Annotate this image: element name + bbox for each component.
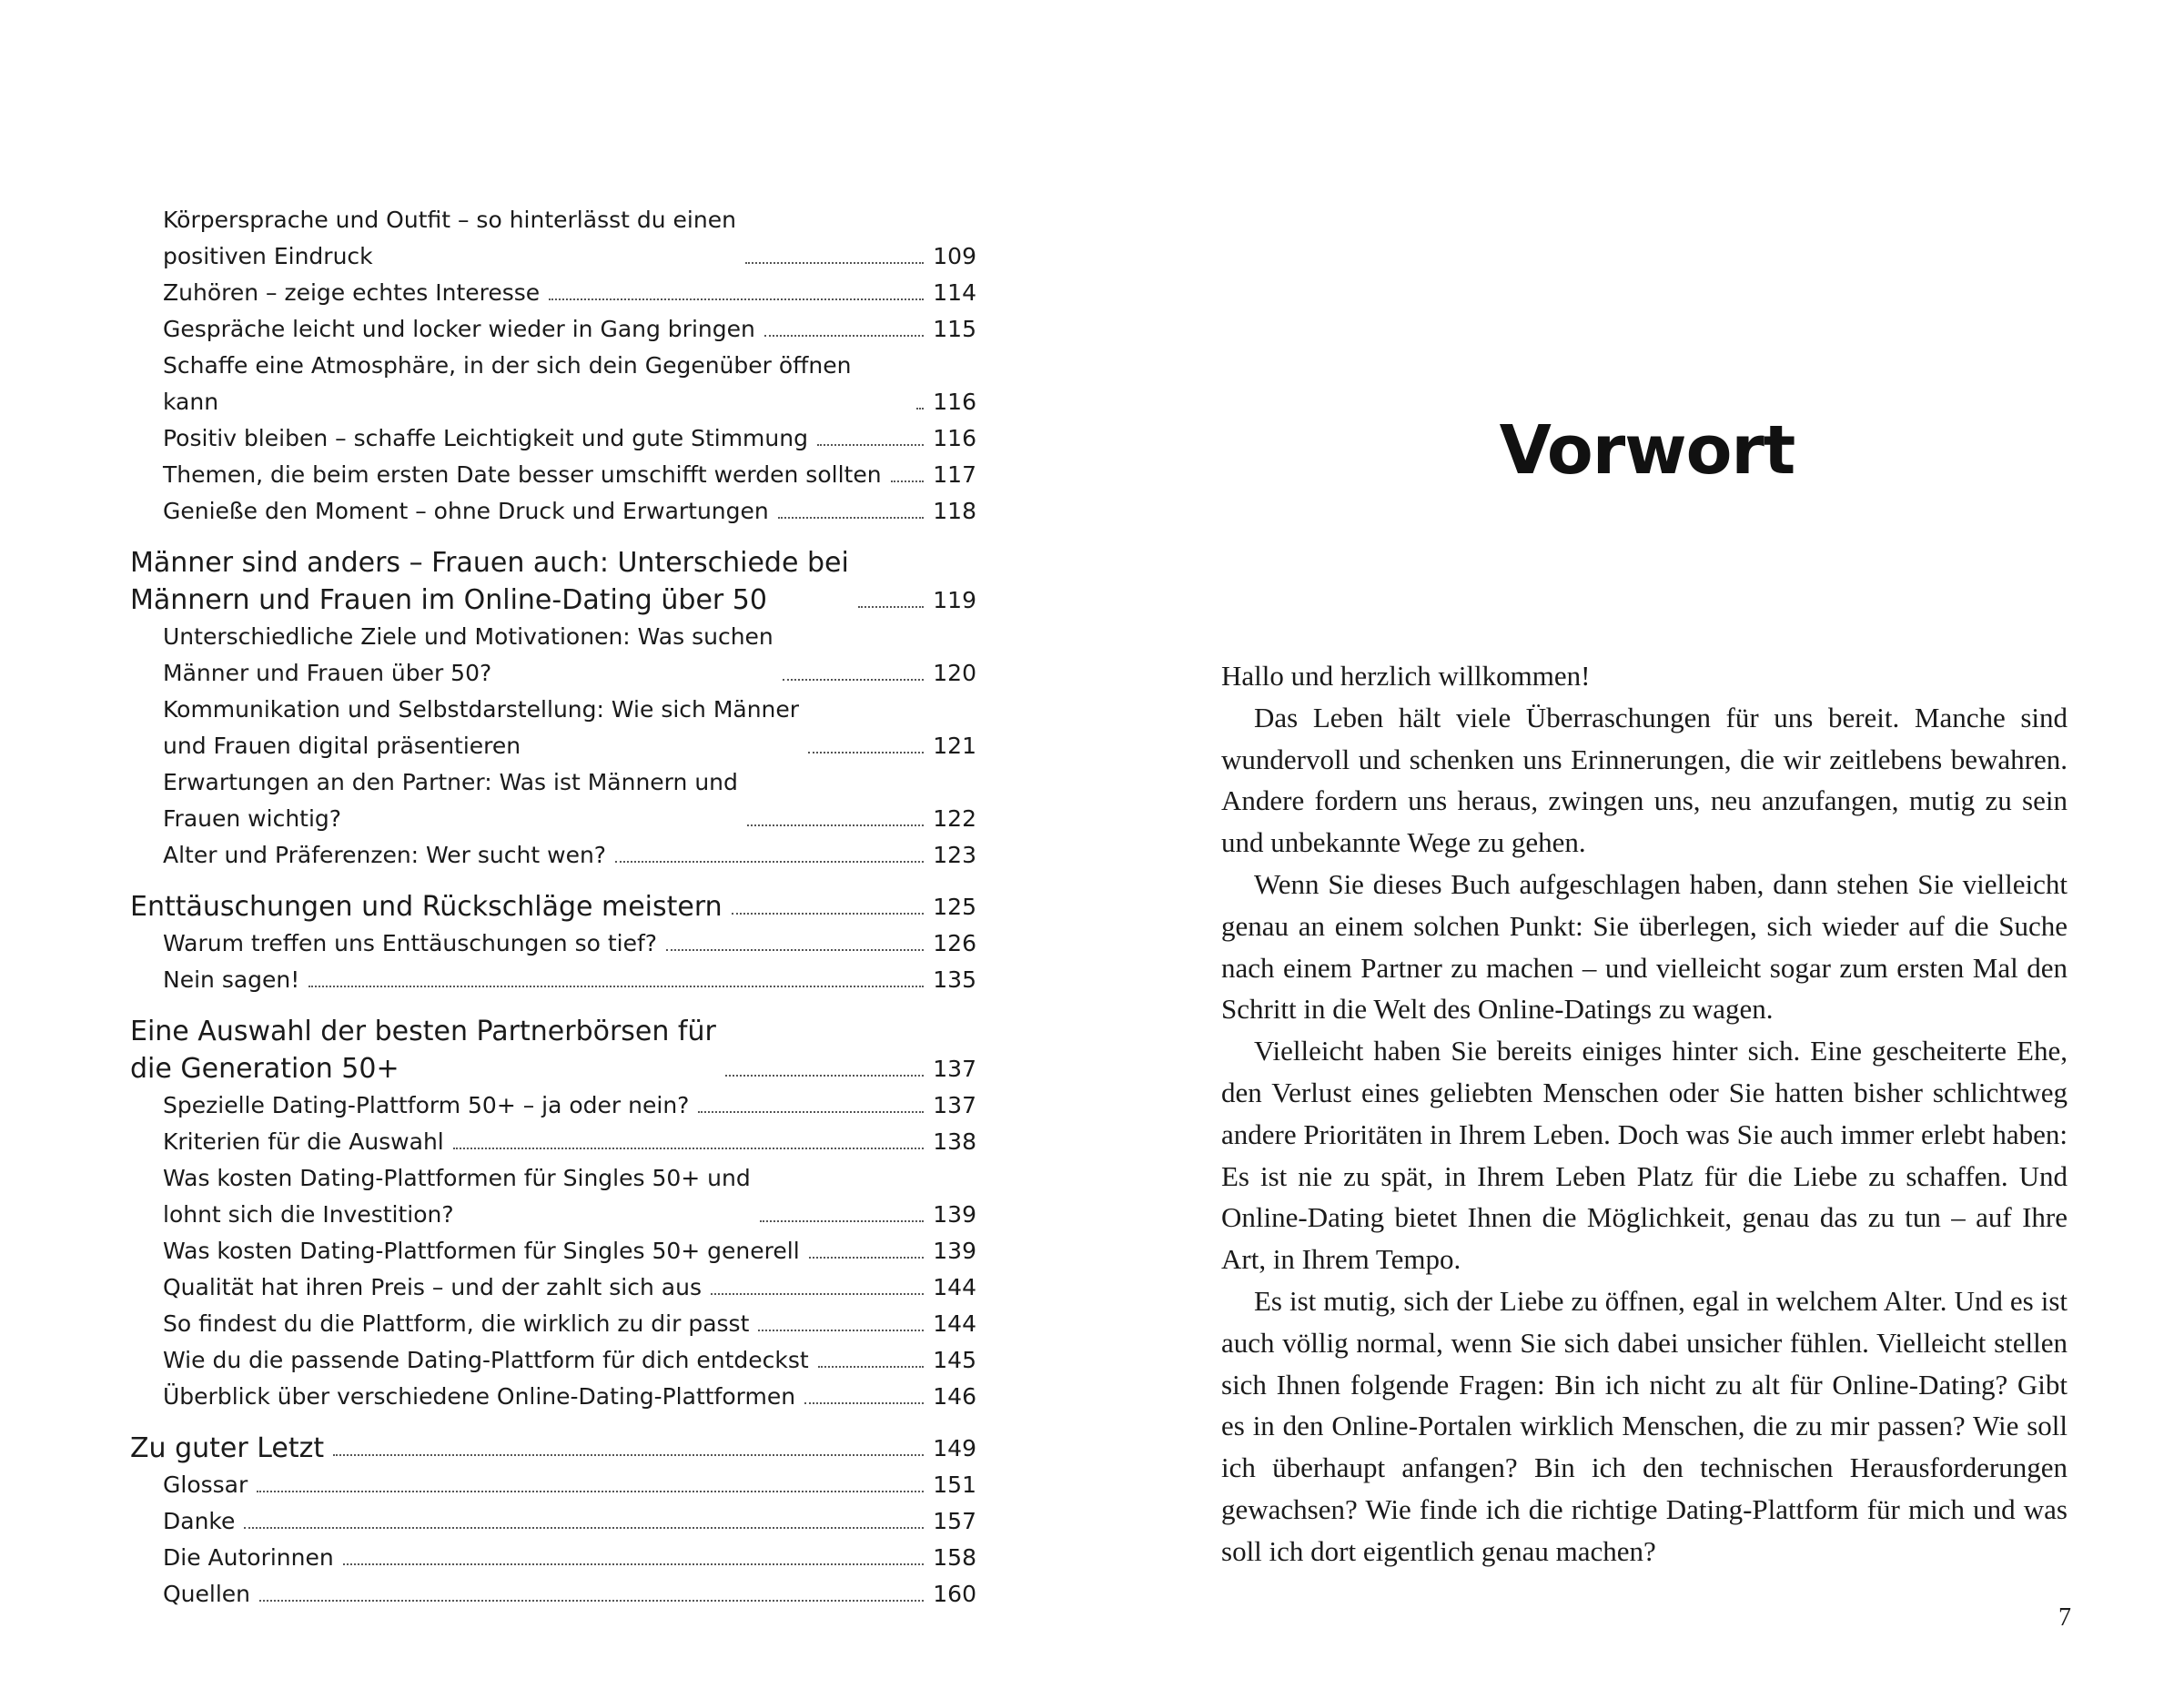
toc-subentry [130,1124,976,1160]
toc-page-number: 151 [933,1471,976,1498]
toc-page-number: 115 [933,316,976,342]
toc-subentry [130,202,976,275]
toc-entry-title-line: Zu guter Letzt [130,1432,325,1464]
toc-entry-title [163,1087,689,1124]
toc-leader-dots [818,1366,925,1368]
toc-leader-dots [808,752,924,753]
table-of-contents [130,202,976,1613]
toc-entry-title [163,457,882,493]
toc-entry-title-line: Frauen wichtig? [163,805,342,832]
toc-subentry [130,1269,976,1306]
toc-page-number: 126 [933,930,976,956]
toc-leader-dots [666,949,924,951]
toc-subentry [130,1379,976,1415]
toc-leader-dots [747,824,924,826]
toc-entry-title-line: Themen, die beim ersten Date besser umschifft werden sollten [163,461,882,488]
toc-subentry [130,1306,976,1342]
toc-section [130,888,976,998]
toc-subentry [130,619,976,692]
toc-entry-title-line: Schaffe eine Atmosphäre, in der sich dein Gegenüber öffnen kann [163,352,852,415]
toc-leader-dots [764,335,924,337]
toc-page-number: 158 [933,1544,976,1571]
toc-subentry [130,1233,976,1269]
toc-page-number: 117 [933,461,976,488]
toc-entry-title [163,837,606,874]
toc-entry-title-line: Zuhören – zeige echtes Interesse [163,279,541,306]
toc-page-number: 114 [933,279,976,306]
toc-subentry [130,348,976,420]
toc-entry-title [130,1013,716,1087]
toc-entry-title-line: Qualität hat ihren Preis – und der zahlt sich aus [163,1274,702,1300]
chapter-title: Vorwort [1499,411,1795,490]
toc-subentry [130,962,976,998]
toc-page-number: 125 [933,894,976,920]
toc-page-number: 120 [933,660,976,686]
toc-page-number: 121 [933,733,976,759]
toc-entry-title-line: Danke [163,1508,236,1534]
toc-page-number: 160 [933,1581,976,1607]
toc-leader-dots [809,1257,925,1259]
toc-entry-title-line: die Generation 50+ [130,1053,399,1085]
toc-leader-dots [891,480,925,482]
toc-entry-title [130,544,849,619]
toc-entry-title-line: Wie du die passende Dating-Plattform für dich entdeckst [163,1347,809,1373]
toc-entry-title [163,692,799,764]
toc-leader-dots [259,1600,924,1602]
toc-page-number: 157 [933,1508,976,1534]
toc-entry-title [163,420,808,457]
toc-page-number: 138 [933,1128,976,1155]
toc-entry-title-line: Kommunikation und Selbstdarstellung: Wie sich Männer [163,696,800,723]
toc-entry-title [130,888,723,925]
toc-entry-title [163,311,755,348]
toc-subentry [130,1160,976,1233]
toc-entry-title [130,1430,324,1467]
toc-chapter-entry [130,888,976,925]
toc-leader-dots [804,1402,924,1404]
toc-leader-dots [817,444,924,446]
toc-subentry [130,1087,976,1124]
body-paragraph: Das Leben hält viele Überraschungen für uns bereit. Manche sind wundervoll und schenken uns Erinnerungen, die wir zeitlebens bewahren. Andere fordern uns heraus, zwingen uns, neu anzufangen, mutig zu sein und unbekannte Wege zu gehen. [1221,701,2068,859]
toc-entry-title-line: Erwartungen an den Partner: Was ist Männern und [163,769,738,795]
toc-entry-title [163,1160,751,1233]
toc-subentry [130,493,976,530]
toc-subentry [130,1503,976,1540]
toc-entry-title-line: Was kosten Dating-Plattformen für Singles 50+ und [163,1165,751,1191]
toc-leader-dots [257,1491,924,1492]
toc-page-number: 137 [933,1092,976,1118]
toc-subentry [130,457,976,493]
toc-page-number: 135 [933,966,976,993]
toc-entry-title [163,275,540,311]
toc-subentry [130,1540,976,1576]
toc-leader-dots [732,913,925,915]
toc-leader-dots [453,1148,925,1149]
toc-leader-dots [615,861,924,863]
body-paragraph: Vielleicht haben Sie bereits einiges hinter sich. Eine gescheiterte Ehe, den Verlust eines geliebten Menschen oder Sie hatten bisher schlichtweg andere Prioritäten in Ihrem Leben. Doch was Sie auch immer erlebt haben: Es ist nie zu spät, in Ihrem Leben Platz für die Liebe zu schaffen. Und Online-Dating bietet Ihnen die Möglichkeit, genau das zu tun – auf Ihre Art, in Ihrem Tempo. [1221,1035,2068,1276]
toc-entry-title [163,1124,444,1160]
toc-entry-title-line: lohnt sich die Investition? [163,1201,454,1228]
toc-entry-title-line: Alter und Präferenzen: Wer sucht wen? [163,842,607,868]
toc-entry-title-line: Genieße den Moment – ohne Druck und Erwartungen [163,498,769,524]
toc-entry-title-line: Nein sagen! [163,966,300,993]
toc-entry-title-line: Männer sind anders – Frauen auch: Unterschiede bei [130,547,849,579]
toc-section [130,1430,976,1613]
toc-entry-title-line: und Frauen digital präsentieren [163,733,521,759]
toc-subentry [130,311,976,348]
toc-entry-title-line: Spezielle Dating-Plattform 50+ – ja oder nein? [163,1092,690,1118]
toc-entry-title [163,348,907,420]
toc-leader-dots [343,1563,925,1565]
toc-subentry [130,420,976,457]
toc-page-number: 139 [933,1238,976,1264]
toc-leader-dots [308,986,924,987]
toc-entry-title-line: Was kosten Dating-Plattformen für Singles 50+ generell [163,1238,800,1264]
toc-leader-dots [244,1527,924,1529]
toc-entry-title-line: Warum treffen uns Enttäuschungen so tief? [163,930,658,956]
toc-entry-title-line: Eine Auswahl der besten Partnerbörsen für [130,1016,716,1047]
toc-entry-title [163,962,299,998]
toc-subentry [130,925,976,962]
toc-entry-title-line: Gespräche leicht und locker wieder in Gang bringen [163,316,755,342]
toc-page-number: 139 [933,1201,976,1228]
toc-entry-title-line: Überblick über verschiedene Online-Dating-Plattformen [163,1383,796,1410]
toc-chapter-entry [130,544,976,619]
toc-entry-title [163,1540,334,1576]
toc-page-number: 145 [933,1347,976,1373]
toc-page-number: 144 [933,1310,976,1337]
toc-entry-title-line: Körpersprache und Outfit – so hinterlässt du einen [163,207,736,233]
toc-entry-title [163,1576,250,1613]
toc-leader-dots [549,298,924,300]
toc-entry-title-line: Quellen [163,1581,251,1607]
toc-leader-dots [333,1454,924,1456]
toc-entry-title-line: Unterschiedliche Ziele und Motivationen: Was suchen [163,623,774,650]
toc-page-number: 122 [933,805,976,832]
toc-subentry [130,764,976,837]
toc-entry-title [163,493,769,530]
toc-entry-title [163,1342,809,1379]
toc-entry-title-line: Männern und Frauen im Online-Dating über 50 [130,584,767,616]
toc-page-number: 123 [933,842,976,868]
body-paragraph: Es ist mutig, sich der Liebe zu öffnen, egal in welchem Alter. Und es ist auch völlig normal, wenn Sie sich dabei unsicher fühlen. Vielleicht stellen sich Ihnen folgende Fragen: Bin ich nicht zu alt für Online-Dating? Gibt es in den Online-Portalen wirklich Menschen, die zu mir passen? Wie soll ich überhaupt anfangen? Bin ich den technischen Herausforderungen gewachsen? Wie finde ich die richtige Dating-Plattform für mich und was soll ich dort eigentlich genau machen? [1221,1284,2068,1567]
toc-page-number: 116 [933,425,976,451]
toc-leader-dots [783,679,925,681]
toc-entry-title [163,1467,248,1503]
page-number: 7 [2058,1603,2071,1632]
body-paragraph: Wenn Sie dieses Buch aufgeschlagen haben, dann stehen Sie vielleicht genau an einem solchen Punkt: Sie überlegen, sich wieder auf die Suche nach einem Partner zu machen – und vielleicht sogar zum ersten Mal den Schritt in die Welt des Online-Datings zu wagen. [1221,867,2068,1026]
toc-entry-title [163,1306,749,1342]
toc-subentry [130,275,976,311]
toc-subentry [130,692,976,764]
toc-leader-dots [778,517,925,519]
toc-chapter-entry [130,1013,976,1087]
toc-entry-title [163,764,738,837]
toc-entry-title-line: Enttäuschungen und Rückschläge meistern [130,891,723,923]
toc-chapter-entry [130,1430,976,1467]
toc-section [130,544,976,874]
toc-leader-dots [760,1220,925,1222]
toc-subentry [130,1342,976,1379]
toc-entry-title-line: positiven Eindruck [163,243,373,269]
toc-entry-title [163,1269,702,1306]
toc-page-number: 119 [933,587,976,613]
toc-entry-title-line: Kriterien für die Auswahl [163,1128,444,1155]
toc-page-number: 144 [933,1274,976,1300]
greeting-paragraph: Hallo und herzlich willkommen! [1221,660,1591,692]
toc-page-number: 109 [933,243,976,269]
toc-leader-dots [916,408,924,410]
chapter-body [1221,655,2068,1573]
toc-entry-title-line: Männer und Frauen über 50? [163,660,492,686]
toc-leader-dots [745,262,924,264]
toc-leader-dots [758,1330,924,1331]
toc-entry-title-line: Positiv bleiben – schaffe Leichtigkeit und gute Stimmung [163,425,808,451]
toc-subentry [130,1576,976,1613]
toc-leader-dots [725,1075,924,1077]
toc-section [130,1013,976,1415]
toc-subentry [130,1467,976,1503]
toc-leader-dots [698,1111,924,1113]
toc-leader-dots [711,1293,924,1295]
toc-entry-title [163,1233,800,1269]
toc-subentry [130,837,976,874]
toc-section [130,202,976,530]
toc-page-number: 116 [933,389,976,415]
toc-entry-title [163,619,774,692]
toc-page-number: 146 [933,1383,976,1410]
toc-entry-title [163,925,657,962]
toc-page-number: 118 [933,498,976,524]
toc-entry-title [163,1503,235,1540]
toc-entry-title-line: Glossar [163,1471,248,1498]
toc-page-number: 149 [933,1435,976,1461]
toc-page-number: 137 [933,1056,976,1082]
toc-entry-title [163,202,736,275]
toc-entry-title-line: Die Autorinnen [163,1544,334,1571]
toc-entry-title-line: So findest du die Plattform, die wirklich zu dir passt [163,1310,750,1337]
toc-leader-dots [858,606,924,608]
toc-entry-title [163,1379,795,1415]
